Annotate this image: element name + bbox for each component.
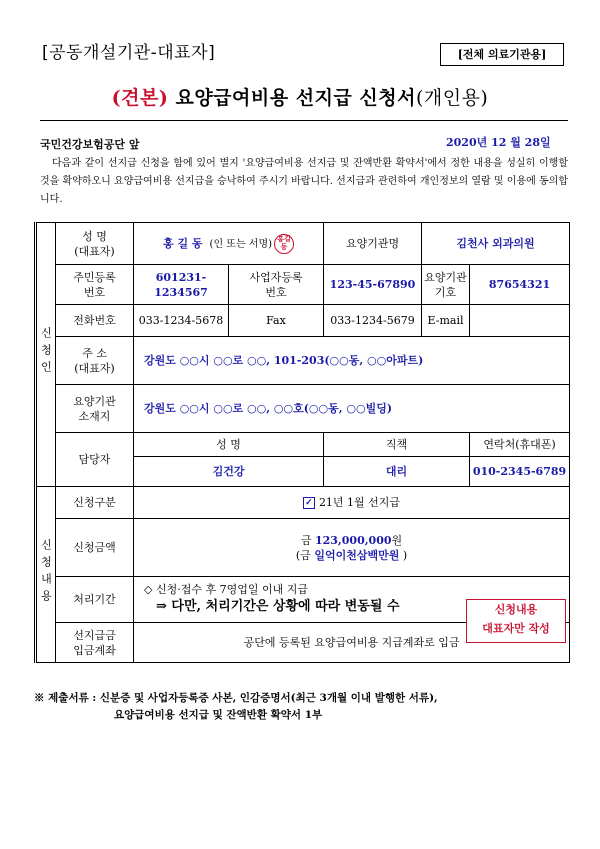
fax-label: Fax (229, 305, 324, 337)
form-category-label: [공동개설기관-대표자] (42, 43, 216, 63)
institution-code-label: 요양기관 기호 (422, 265, 470, 305)
payment-account-value: 공단에 등록된 요양급여비용 지급계좌로 입금 (134, 623, 570, 663)
applicable-institutions-box: [전체 의료기관용] (440, 43, 564, 66)
phone-label: 전화번호 (56, 305, 134, 337)
red-note-line1: 신청내용 (494, 603, 538, 616)
payment-account-label: 선지급금 입금계좌 (56, 623, 134, 663)
form-title-suffix: (개인용) (415, 87, 489, 109)
contact-name-header: 성 명 (134, 433, 324, 457)
institution-address-label: 요양기관 소재지 (56, 385, 134, 433)
address-label: 주 소 (대표자) (56, 337, 134, 385)
request-amount-label: 신청금액 (56, 519, 134, 577)
request-amount-cell[interactable] (134, 519, 570, 577)
rrn-label: 주민등록 번호 (56, 265, 134, 305)
request-type-value: 21년 1월 선지급 (318, 496, 401, 509)
applicant-section-label: 신청인 (36, 223, 56, 487)
recipient-org: 국민건강보험공단 앞 (40, 138, 140, 151)
processing-period-label: 처리기간 (56, 577, 134, 623)
title-divider (40, 120, 568, 121)
contact-phone-header: 연락처(휴대폰) (470, 433, 570, 457)
contact-phone-value[interactable]: 010-2345-6789 (470, 457, 570, 487)
name-value: 홍 길 동 (163, 236, 203, 250)
institution-name-label: 요양기관명 (324, 223, 422, 265)
rrn-value[interactable]: 601231-1234567 (134, 265, 229, 305)
business-number-value[interactable]: 123-45-67890 (324, 265, 422, 305)
seal-label: (인 또는 서명) (209, 238, 273, 250)
amount-korean: (금 일억이천삼백만원 ) (295, 548, 408, 562)
checkbox-checked-icon[interactable]: ✓ (303, 497, 315, 509)
contact-name-value[interactable]: 김건강 (134, 457, 324, 487)
form-title-main: 요양급여비용 선지급 신청서 (168, 87, 416, 109)
seal-stamp-icon: 홍길동 (274, 234, 294, 254)
request-type-label: 신청구분 (56, 487, 134, 519)
address-value[interactable]: 강원도 ○○시 ○○로 ○○, 101-203(○○동, ○○아파트) (134, 337, 570, 385)
amount-korean-value: 일억이천삼백만원 (314, 548, 400, 562)
amount-numeric-value: 123,000,000 (314, 533, 392, 547)
contact-label: 담당자 (56, 433, 134, 487)
sample-marker: (견본) (111, 87, 169, 109)
intro-paragraph: 다음과 같이 선지급 신청을 함에 있어 별지 '요양급여비용 선지급 및 잔액반환 확약서'에서 정한 내용을 성실히 이행할 것을 확약하오니 요양급여비용 선지급을 승낙하여 주시기 바랍니다. 선지급과 관련하여 개인정보의 열람 및 이용에 동의합니다. (40, 158, 568, 205)
application-form-table (34, 222, 570, 663)
email-value[interactable] (470, 305, 570, 337)
processing-period-line1: ◇ 신청·접수 후 7영업일 이내 지급 (144, 583, 308, 596)
processing-period-line2: ⇒ 다만, 처리기간은 상황에 따라 변동될 수 (156, 599, 400, 614)
fax-value[interactable]: 033-1234-5679 (324, 305, 422, 337)
contact-title-header: 직책 (324, 433, 470, 457)
phone-value[interactable]: 033-1234-5678 (134, 305, 229, 337)
institution-code-value[interactable]: 87654321 (470, 265, 570, 305)
institution-address-value[interactable]: 강원도 ○○시 ○○로 ○○, ○○호(○○동, ○○빌딩) (134, 385, 570, 433)
institution-name-value[interactable]: 김천사 외과의원 (422, 223, 570, 265)
business-number-label: 사업자등록 번호 (229, 265, 324, 305)
form-title (0, 83, 600, 110)
request-section-label: 신청내용 (36, 487, 56, 663)
notes-line1: ※ 제출서류 : 신분증 및 사업자등록증 사본, 인감증명서(최근 3개월 이내 발행한 서류), (34, 692, 438, 704)
representative-only-note (466, 599, 566, 643)
red-note-line2: 대표자만 작성 (482, 622, 550, 635)
email-label: E-mail (422, 305, 470, 337)
name-label: 성 명 (대표자) (56, 223, 134, 265)
notes-line2: 요양급여비용 선지급 및 잔액반환 확약서 1부 (114, 709, 323, 721)
name-cell[interactable] (134, 223, 324, 265)
application-date: 2020년 12 월 28일 (446, 136, 551, 149)
request-type-cell[interactable] (134, 487, 570, 519)
amount-numeric: 금 123,000,000원 (300, 533, 403, 547)
contact-title-value[interactable]: 대리 (324, 457, 470, 487)
required-documents-note (34, 690, 574, 724)
